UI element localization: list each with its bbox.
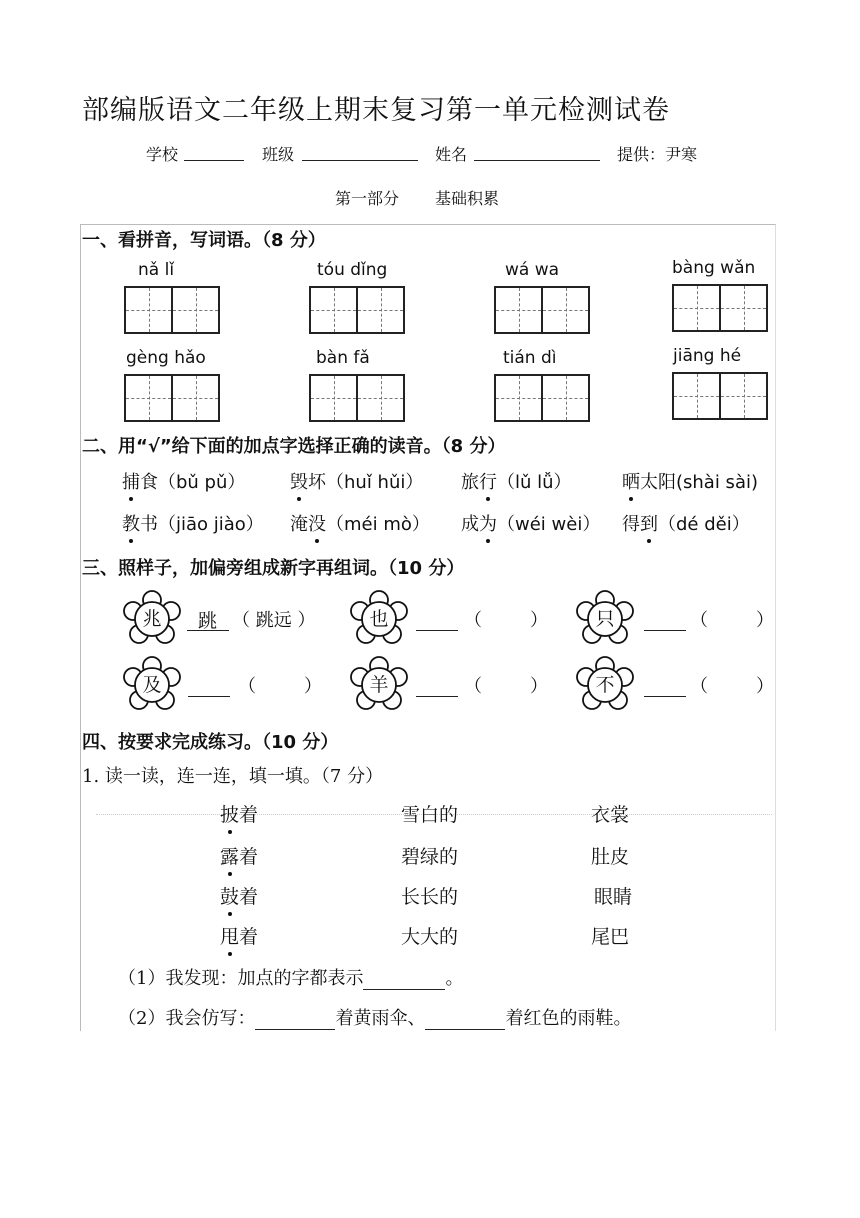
writing-grid[interactable] [309,286,405,334]
example-word: （ 跳远 ） [232,610,316,631]
writing-grid[interactable] [124,286,220,334]
open-paren: （ [690,676,708,697]
match-right-item[interactable]: 尾巴 [591,926,630,948]
match-left-item[interactable]: 露着 [220,842,258,869]
pinyin-label: jiāng hé [673,346,742,366]
class-field[interactable] [302,160,418,161]
flower-icon [350,656,408,714]
open-paren: （ [238,676,256,697]
answer-blank[interactable] [416,696,458,697]
flower-icon [123,590,181,648]
close-paren: ） [530,676,548,697]
prompt-2: （2）我会仿写： 着黄雨伞、 着红色的雨鞋。 [118,1008,632,1029]
section-1-heading: 一、看拼音，写词语。（8 分） [82,230,326,251]
part-heading [335,186,499,209]
answer-blank[interactable] [187,630,229,631]
section-2-heading: 二、用“√”给下面的加点字选择正确的读音。（8 分） [82,436,506,457]
section-3-heading: 三、照样子，加偏旁组成新字再组词。（10 分） [82,558,465,579]
close-paren: ） [756,676,774,697]
reading-item[interactable]: 教书（jiāo jiào） [122,510,264,536]
pinyin-label: bàng wǎn [672,258,756,278]
answer-blank[interactable] [255,1011,335,1030]
class-label: 班级 [262,145,295,164]
answer-blank[interactable] [425,1011,505,1030]
name-field[interactable] [474,160,600,161]
reading-item[interactable]: 捕食（bǔ pǔ） [122,468,245,494]
pinyin-label: wá wa [505,260,560,280]
answer-blank[interactable] [644,630,686,631]
provider-label: 提供：尹寒 [617,145,698,164]
writing-grid[interactable] [672,372,768,420]
flower-icon [576,590,634,648]
reading-item[interactable]: 成为（wéi wèi） [461,510,600,536]
reading-item[interactable]: 淹没（méi mò） [290,510,430,536]
match-middle-item[interactable]: 大大的 [401,926,459,948]
flower-icon [350,590,408,648]
subquestion-1: 1. 读一读，连一连，填一填。（7 分） [82,766,384,787]
match-middle-item[interactable]: 雪白的 [401,804,459,826]
part-label: 第一部分 [335,189,400,208]
writing-grid[interactable] [124,374,220,422]
radical-char: 也 [369,608,389,630]
page-title: 部编版语文二年级上期末复习第一单元检测试卷 [82,95,670,126]
match-left-item[interactable]: 鼓着 [220,882,258,909]
flower-icon [123,656,181,714]
writing-grid[interactable] [494,374,590,422]
match-middle-item[interactable]: 长长的 [401,886,459,908]
answer-blank[interactable] [363,971,445,990]
school-label: 学校 [146,145,179,164]
radical-char: 羊 [369,674,389,696]
part-name: 基础积累 [435,189,500,208]
open-paren: （ [464,610,482,631]
answer-blank[interactable] [188,696,230,697]
example-answer: 跳 [198,610,218,632]
writing-grid[interactable] [309,374,405,422]
pinyin-label: tián dì [503,348,557,368]
open-paren: （ [464,676,482,697]
match-left-item[interactable]: 披着 [220,800,258,827]
open-paren: （ [690,610,708,631]
match-left-item[interactable]: 甩着 [220,922,258,949]
close-paren: ） [304,676,322,697]
radical-char: 兆 [142,608,162,630]
pinyin-label: gèng hǎo [126,348,206,368]
match-right-item[interactable]: 眼睛 [594,886,633,908]
exam-frame [80,224,776,1031]
match-right-item[interactable]: 衣裳 [591,804,630,826]
writing-grid[interactable] [494,286,590,334]
reading-item[interactable]: 晒太阳(shài sài) [622,468,758,494]
section-4-heading: 四、按要求完成练习。（10 分） [82,732,339,753]
name-label: 姓名 [435,145,468,164]
radical-char: 只 [595,608,615,630]
close-paren: ） [530,610,548,631]
flower-icon [576,656,634,714]
pinyin-label: bàn fǎ [316,348,370,368]
answer-blank[interactable] [644,696,686,697]
reading-item[interactable]: 毁坏（huǐ hǔi） [290,468,423,494]
radical-char: 及 [142,674,162,696]
match-right-item[interactable]: 肚皮 [591,846,630,868]
reading-item[interactable]: 得到（dé děi） [622,510,750,536]
writing-grid[interactable] [672,284,768,332]
radical-char: 不 [595,674,615,696]
school-field[interactable] [184,160,244,161]
reading-item[interactable]: 旅行（lǔ lǚ） [461,468,572,494]
pinyin-label: nǎ lǐ [138,260,175,280]
match-middle-item[interactable]: 碧绿的 [401,846,459,868]
close-paren: ） [756,610,774,631]
answer-blank[interactable] [416,630,458,631]
prompt-1: （1）我发现：加点的字都表示 。 [118,968,464,989]
pinyin-label: tóu dǐng [317,260,388,280]
